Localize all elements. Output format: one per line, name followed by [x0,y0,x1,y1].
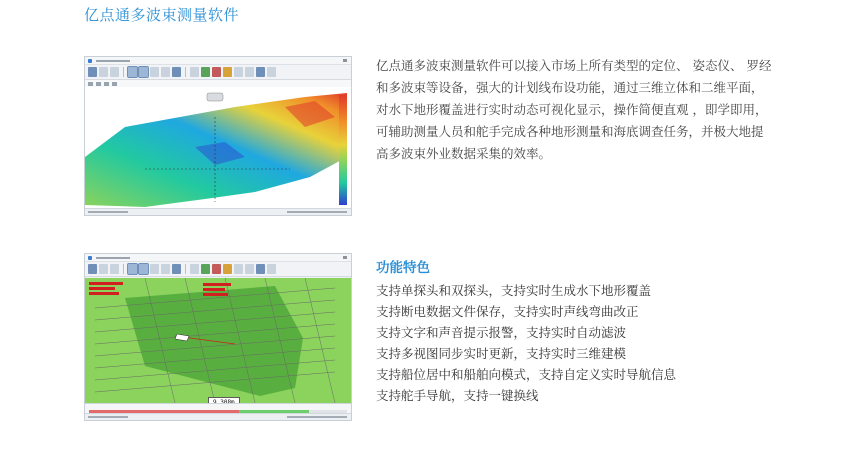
page-title: 亿点通多波束测量软件 [84,6,240,24]
status-bar [85,413,351,420]
record-stop-icon[interactable] [212,67,221,77]
terrain-3d-view[interactable] [85,87,351,209]
survey-line-icon[interactable] [190,264,199,274]
zoom-in-icon[interactable] [150,67,159,77]
screenshot-3d-view [84,56,352,216]
pan-icon[interactable] [172,67,181,77]
view-2d-icon[interactable] [139,264,148,274]
settings-icon[interactable] [110,67,119,77]
toolbar [85,262,351,277]
feature-item: 支持单探头和双探头，支持实时生成水下地形覆盖 [376,283,652,298]
feature-item: 支持船位居中和船舶向模式，支持自定义实时导航信息 [376,367,677,382]
zoom-out-icon[interactable] [161,264,170,274]
app-icon [88,256,92,260]
screenshot-2d-view [84,253,352,421]
feature-item: 支持文字和声音提示报警，支持实时自动滤波 [376,325,627,340]
app-icon [88,59,92,63]
grid-icon[interactable] [96,82,101,86]
record-stop-icon[interactable] [212,264,221,274]
filter-icon[interactable] [223,67,232,77]
pan-icon[interactable] [172,264,181,274]
coverage-map [85,278,351,403]
sound-velocity-icon[interactable] [234,67,243,77]
open-file-icon[interactable] [88,67,97,77]
arrow-icon[interactable] [88,82,93,86]
navigation-icon[interactable] [256,67,265,77]
settings-icon[interactable] [110,264,119,274]
save-icon[interactable] [99,264,108,274]
alarm-icon[interactable] [245,264,254,274]
features-title: 功能特色 [376,260,430,276]
save-icon[interactable] [99,67,108,77]
filter-icon[interactable] [223,264,232,274]
terrain-surface [85,87,351,209]
toolbar [85,65,351,80]
zoom-in-icon[interactable] [150,264,159,274]
window-close-icon[interactable] [343,59,347,62]
depth-color-scale [339,95,347,205]
view-2d-icon[interactable] [139,67,148,77]
plan-2d-view[interactable] [85,278,351,403]
vessel-icon [207,93,223,101]
survey-line-icon[interactable] [190,67,199,77]
help-icon[interactable] [267,264,276,274]
measure-icon[interactable] [112,82,117,86]
help-icon[interactable] [267,67,276,77]
window-close-icon[interactable] [343,256,347,259]
status-bar [85,208,351,215]
zoom-out-icon[interactable] [161,67,170,77]
feature-item: 支持舵手导航，支持一键换线 [376,388,539,403]
alarm-icon[interactable] [245,67,254,77]
record-start-icon[interactable] [201,264,210,274]
view-3d-icon[interactable] [128,264,137,274]
window-titlebar [85,254,351,262]
record-start-icon[interactable] [201,67,210,77]
layers-icon[interactable] [104,82,109,86]
view-3d-icon[interactable] [128,67,137,77]
navigation-icon[interactable] [256,264,265,274]
open-file-icon[interactable] [88,264,97,274]
sound-velocity-icon[interactable] [234,264,243,274]
product-description: 亿点通多波束测量软件可以接入市场上所有类型的定位、 姿态仪、 罗经和多波束等设备，强大的计划线布设功能，通过三维立体和二维平面，对水下地形覆盖进行实时动态可视化显示，操作简便直观 ，即学即用，可辅助测量人员和舵手完成各种地形测量和海底调查任务，并极大地提高多波束外业数据采集的效率。 [376,58,772,161]
map-readout-block [203,283,231,296]
feature-item: 支持多视图同步实时更新，支持实时三维建模 [376,346,627,361]
feature-list [376,280,676,406]
feature-item: 支持断电数据文件保存，支持实时声线弯曲改正 [376,304,639,319]
map-readout-block [89,282,123,295]
window-titlebar [85,57,351,65]
